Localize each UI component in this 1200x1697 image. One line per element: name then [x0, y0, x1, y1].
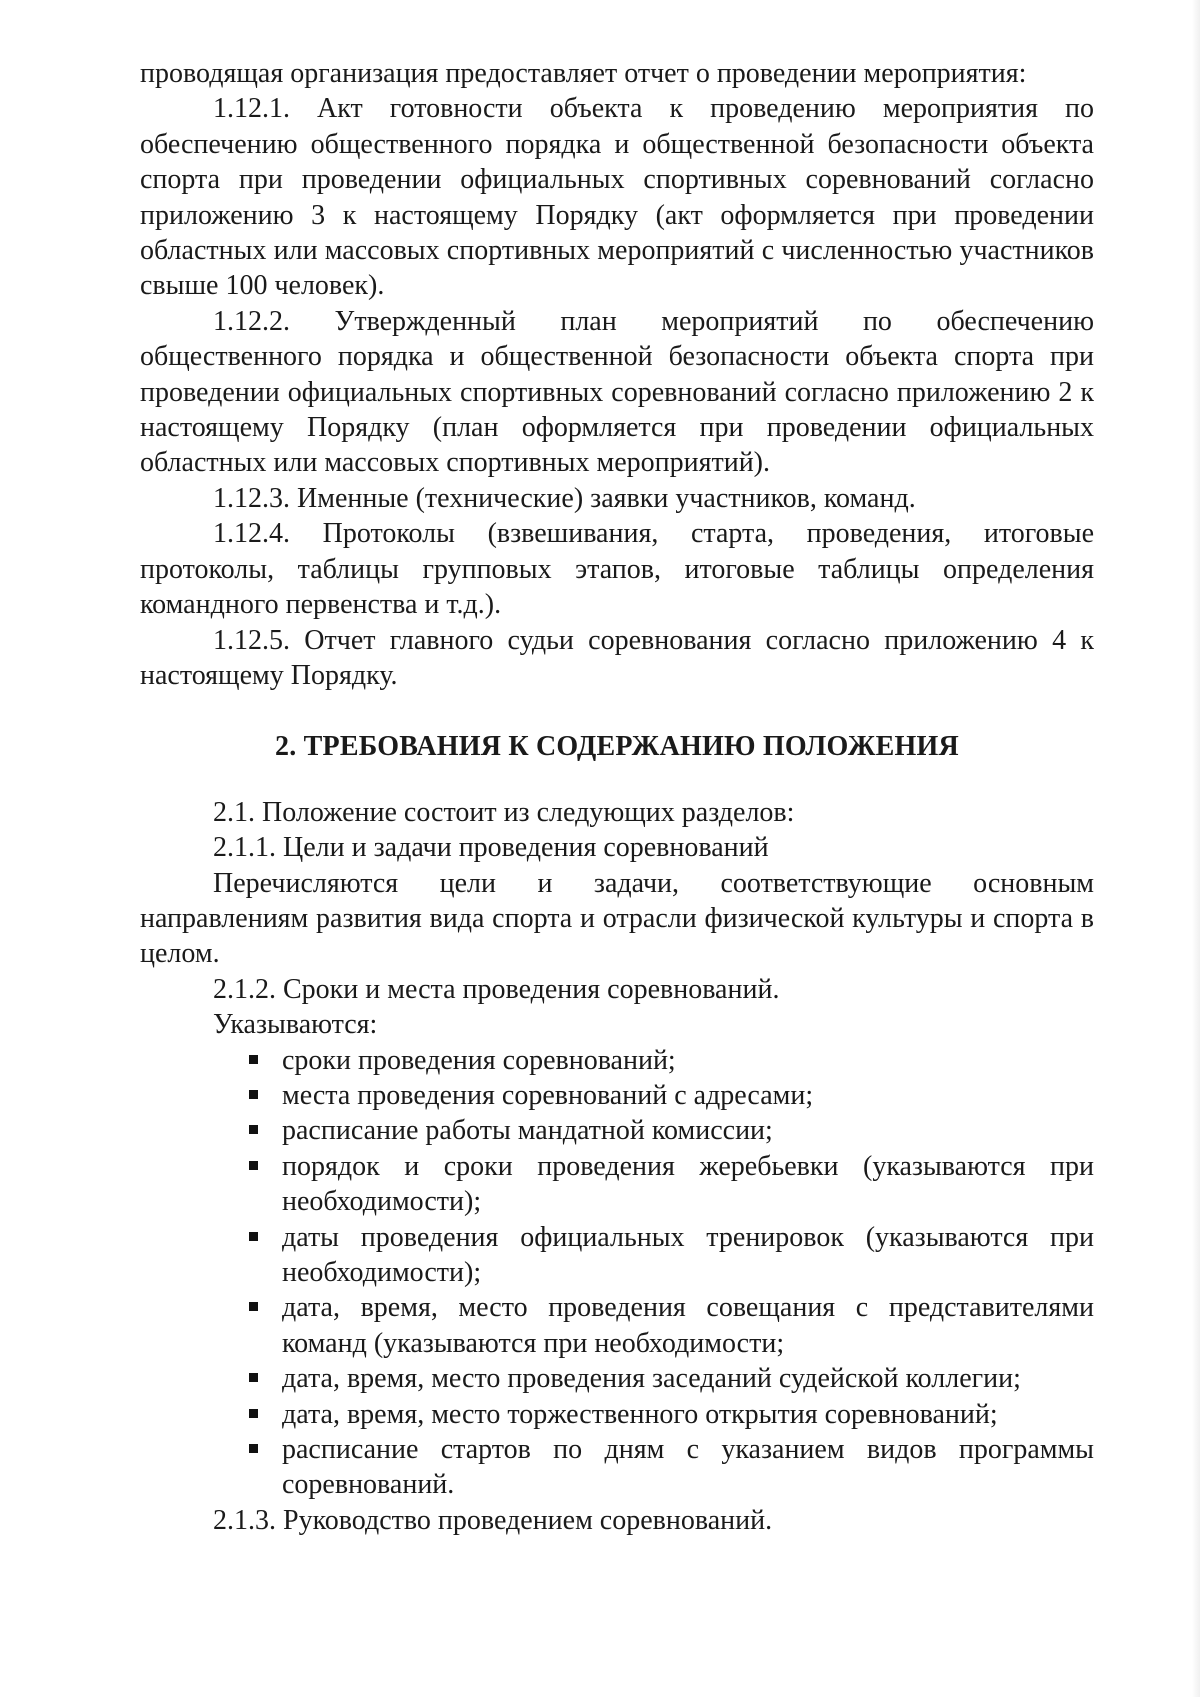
list-item-text: даты проведения официальных тренировок (указываются при необходимости);: [282, 1221, 1094, 1288]
list-item: [282, 1220, 1094, 1291]
square-bullet-icon: [249, 1161, 258, 1170]
list-item-text: расписание стартов по дням с указанием видов программы соревнований.: [282, 1434, 1094, 1501]
square-bullet-icon: [249, 1090, 258, 1099]
list-item: [282, 1149, 1094, 1220]
list-item: [282, 1432, 1094, 1503]
list-item: [282, 1113, 1094, 1148]
indicated-label: Указываются:: [213, 1009, 378, 1041]
square-bullet-icon: [249, 1409, 258, 1418]
list-item: [282, 1078, 1094, 1113]
clause-2-1-1: 2.1.1. Цели и задачи проведения соревнований: [213, 832, 769, 864]
list-item: [282, 1361, 1094, 1396]
list-item: [282, 1043, 1094, 1078]
list-item-text: дата, время, место проведения совещания с представителями команд (указываются при необходимости;: [282, 1292, 1094, 1359]
square-bullet-icon: [249, 1055, 258, 1064]
list-item-text: дата, время, место проведения заседаний судейской коллегии;: [282, 1363, 1021, 1395]
square-bullet-icon: [249, 1373, 258, 1382]
clause-1-12-1: 1.12.1. Акт готовности объекта к проведению мероприятия по обеспечению общественного порядка и общественной безопасности объекта спорта при проведении официальных спортивных соревнований согласно приложению 3 к настоящему Порядку (акт оформляется при проведении областных или массовых спортивных мероприятий с численностью участников свыше 100 человек).: [140, 93, 1094, 302]
square-bullet-icon: [249, 1125, 258, 1134]
square-bullet-icon: [249, 1444, 258, 1453]
clause-2-1-2: 2.1.2. Сроки и места проведения соревнований.: [213, 973, 780, 1005]
clause-1-12-3: 1.12.3. Именные (технические) заявки участников, команд.: [213, 482, 916, 514]
goals-paragraph: Перечисляются цели и задачи, соответствующие основным направлениям развития вида спорта и отрасли физической культуры и спорта в целом.: [140, 867, 1094, 970]
clause-1-12-4: 1.12.4. Протоколы (взвешивания, старта, проведения, итоговые протоколы, таблицы групповых этапов, итоговые таблицы определения командного первенства и т.д.).: [140, 518, 1094, 621]
intro-paragraph: проводящая организация предоставляет отчет о проведении мероприятия:: [140, 58, 1027, 89]
scan-edge-shadow: [1192, 0, 1200, 1697]
schedule-bullet-list: [140, 1043, 1094, 1503]
list-item-text: места проведения соревнований с адресами;: [282, 1079, 814, 1111]
list-item: [282, 1397, 1094, 1432]
list-item-text: порядок и сроки проведения жеребьевки (указываются при необходимости);: [282, 1150, 1094, 1218]
square-bullet-icon: [249, 1232, 258, 1241]
section-2-heading: 2. ТРЕБОВАНИЯ К СОДЕРЖАНИЮ ПОЛОЖЕНИЯ: [275, 731, 959, 763]
clause-2-1-3: 2.1.3. Руководство проведением соревнований.: [213, 1504, 773, 1536]
list-item-text: расписание работы мандатной комиссии;: [282, 1115, 773, 1147]
clause-1-12-5: 1.12.5. Отчет главного судьи соревнования согласно приложению 4 к настоящему Порядку.: [140, 624, 1094, 691]
square-bullet-icon: [249, 1302, 258, 1311]
clause-2-1: 2.1. Положение состоит из следующих разделов:: [213, 796, 795, 828]
list-item-text: сроки проведения соревнований;: [282, 1044, 676, 1076]
list-item: [282, 1290, 1094, 1361]
list-item-text: дата, время, место торжественного открытия соревнований;: [282, 1398, 998, 1430]
clause-1-12-2: 1.12.2. Утвержденный план мероприятий по обеспечению общественного порядка и общественной безопасности объекта спорта при проведении официальных спортивных соревнований согласно приложению 2 к настоящему Порядку (план оформляется при проведении официальных областных или массовых спортивных мероприятий).: [140, 305, 1094, 479]
